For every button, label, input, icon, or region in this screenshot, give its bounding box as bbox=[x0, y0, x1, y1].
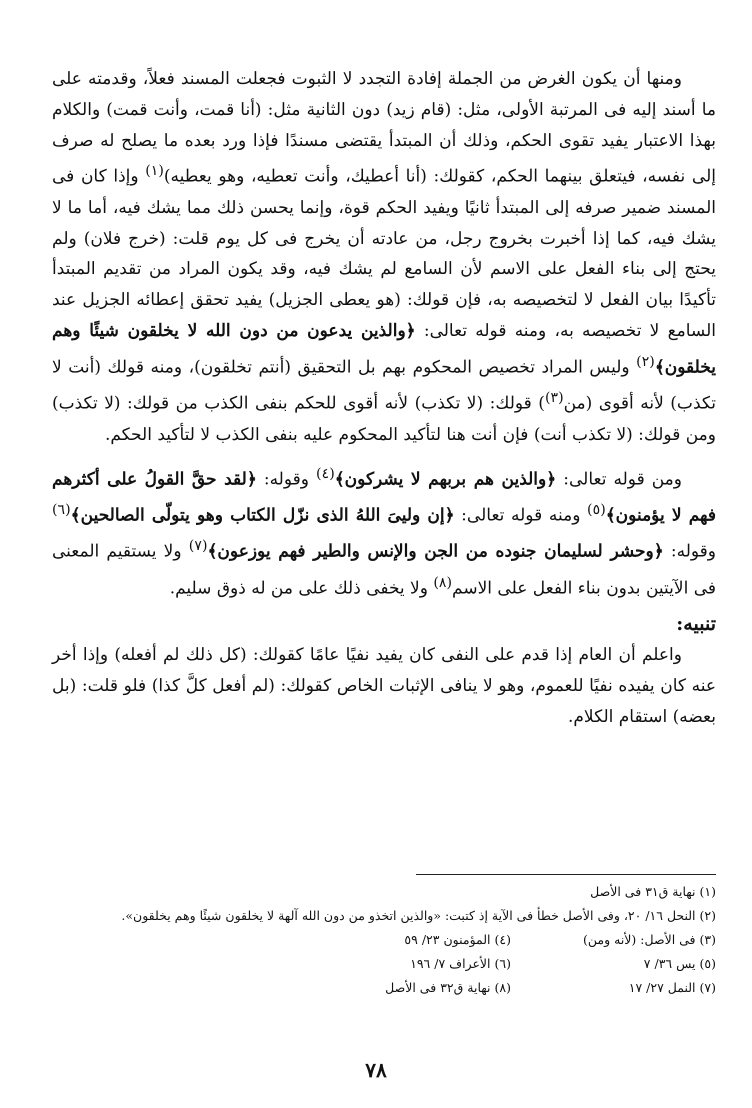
paragraph-2-part-2: وقوله: bbox=[256, 469, 317, 490]
paragraph-1-part-2: وإذا كان فى المسند ضمير صرفه إلى المبتدأ ثانيًا ويفيد الحكم قوة، وإنما يحسن ذلك مما يشك فيه، أما ما لا يشك فيه، كما إذا أخبرت بخروج رجل، من عادته أن يخرج فى كل يوم قلت: (خرج فلان) ولم يحتج إلى بناء الفعل على الاسم لأن السامع لم يشك فيه، وقد يكون المراد من تقديم المبتدأ تأكيدًا بيان الفعل لا لتخصيصه به، فإن قولك: (هو يعطى الجزيل) يفيد تحقق إعطائه الجزيل عند السامع لا تخصيصه به، ومنه قوله تعالى: bbox=[52, 167, 716, 342]
paragraph-1 bbox=[52, 64, 716, 451]
paragraph-2-part-1: ومن قوله تعالى: bbox=[556, 469, 682, 490]
footnote-ref-6[interactable]: (٦) bbox=[52, 501, 71, 518]
quran-verse-2: ﴿والذين هم بربهم لا يشركون﴾ bbox=[334, 469, 557, 490]
footnote-divider bbox=[416, 874, 716, 875]
quran-verse-1: ﴿والذين يدعون من دون الله لا يخلقون شيئًا وهم يخلقون﴾ bbox=[52, 321, 716, 378]
paragraph-1-part-1: ومنها أن يكون الغرض من الجملة إفادة التجدد لا الثبوت فجعلت المسند فعلاً، وقدمته على ما أسند إليه فى المرتبة الأولى، مثل: (قام زيد) دون الثانية مثل: (أنا قمت، وأنت قمت) والكلام بهذا الاعتبار يفيد تقوى الحكم، وذلك أن المبتدأ يقتضى مسندًا فإذا ورد بعده ما يصلح له صرف إلى نفسه، فيتعلق بينهما الحكم، كقولك: (أنا أعطيك، وأنت تعطيه، وهو يعطيه) bbox=[52, 69, 716, 188]
footnote-ref-8[interactable]: (٨) bbox=[433, 574, 453, 591]
footnote-4: (٤) المؤمنون ٢٣/ ٥٩ bbox=[404, 932, 511, 947]
main-text bbox=[52, 64, 716, 733]
paragraph-1-part-3: وليس المراد تخصيص المحكوم بهم بل التحقيق (أنتم تخلقون)، ومنه قولك (أنت لا تكذب) لأنه أقوى (من bbox=[52, 357, 716, 414]
footnote-8: (٨) نهاية ق٣٢ فى الأصل bbox=[385, 980, 511, 995]
footnote-7: (٧) النمل ٢٧/ ١٧ bbox=[628, 980, 716, 995]
paragraph-2-part-6: ولا يخفى ذلك على من له ذوق سليم. bbox=[169, 578, 434, 599]
footnote-ref-7[interactable]: (٧) bbox=[188, 538, 208, 555]
footnote-3: (٣) فى الأصل: (لأنه ومن) bbox=[583, 932, 716, 947]
footnote-grid bbox=[52, 928, 716, 1000]
footnote-ref-4[interactable]: (٤) bbox=[316, 465, 335, 482]
page-number: ٧٨ bbox=[365, 1058, 387, 1082]
footnote-ref-5[interactable]: (٥) bbox=[587, 501, 606, 518]
quran-verse-4: ﴿إن وليىَ اللهُ الذى نزّل الكتاب وهو يتولّى الصالحين﴾ bbox=[70, 505, 455, 526]
paragraph-2-part-3: ومنه قوله تعالى: bbox=[454, 505, 588, 526]
paragraph-2-part-5: ولا يستقيم المعنى فى الآيتين بدون بناء الفعل على الاسم bbox=[52, 542, 716, 599]
footnote-1: (١) نهاية ق٣١ فى الأصل bbox=[590, 884, 716, 899]
footnote-6: (٦) الأعراف ٧/ ١٩٦ bbox=[410, 956, 511, 971]
quran-verse-3: ﴿لقد حقَّ القولُ على أكثرهم فهم لا يؤمنون﴾ bbox=[52, 469, 716, 526]
footnote-ref-2[interactable]: (٢) bbox=[636, 353, 655, 370]
section-heading: تنبيه: bbox=[676, 613, 716, 636]
footnote-ref-3[interactable]: (٣) bbox=[544, 390, 564, 407]
quran-verse-5: ﴿وحشر لسليمان جنوده من الجن والإنس والطير فهم يوزعون﴾ bbox=[207, 542, 664, 563]
paragraph-3: واعلم أن العام إذا قدم على النفى كان يفيد نفيًا عامًا كقولك: (كل ذلك لم أفعله) وإذا أخر عنه كان يفيده نفيًا للعموم، وهو لا ينافى الإثبات الخاص كقولك: (لم أفعل كلَّ كذا) فلو قلت: (بل بعضه) استقام الكلام. bbox=[52, 645, 716, 727]
footnotes bbox=[52, 880, 716, 1000]
footnote-5: (٥) يس ٣٦/ ٧ bbox=[643, 956, 716, 971]
paragraph-1-part-4: ) قولك: (لا تكذب) لأنه أقوى للحكم بنفى الكذب من قولك: (لا تكذب) ومن قولك: (لا تكذب أنت) فإن أنت هنا لتأكيد المحكوم عليه بنفى الكذب لا لتأكيد الحكم. bbox=[52, 393, 716, 445]
footnote-ref-1[interactable]: (١) bbox=[145, 163, 164, 180]
paragraph-2-part-4: وقوله: bbox=[663, 542, 717, 563]
footnote-2: (٢) النحل ١٦/ ٢٠، وفى الأصل خطأ فى الآية إذ كتبت: «والذين اتخذو من دون الله آلهة لا يخلقون شيئًا وهم يخلقون». bbox=[121, 908, 716, 923]
paragraph-2 bbox=[52, 459, 716, 605]
